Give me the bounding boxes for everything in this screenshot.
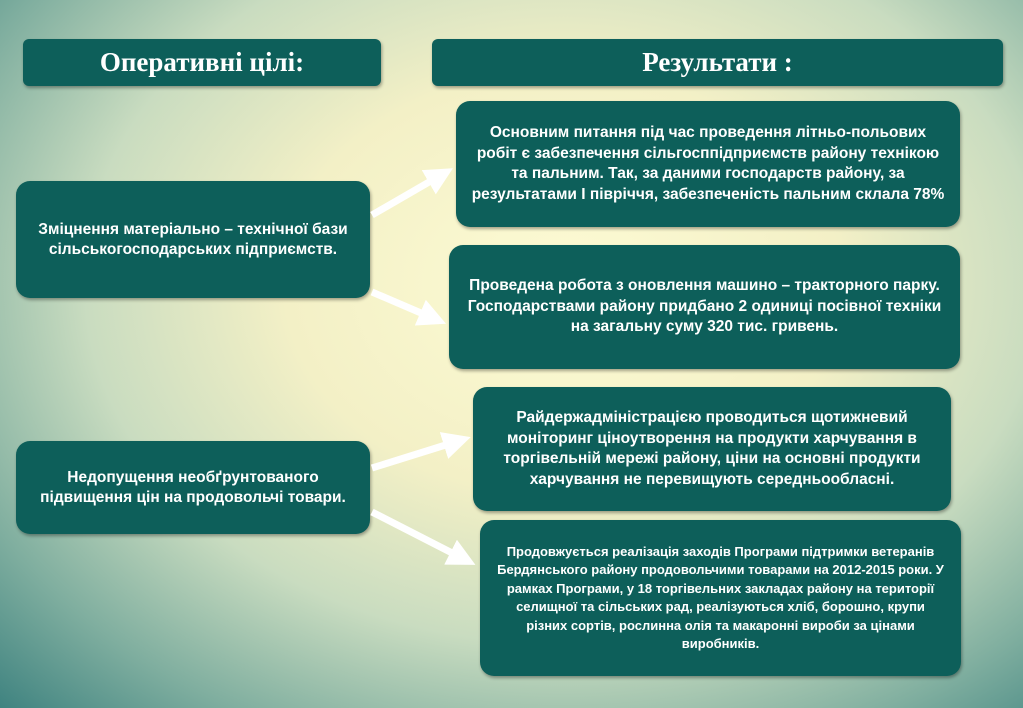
arrow-goal1-result2 <box>372 292 428 316</box>
result-2: Проведена робота з оновлення машино – тракторного парку. Господарствами району придбано 2 одиниці посівної техніки на загальну суму 320 тис. гривень. <box>449 245 960 369</box>
result-1: Основним питання під час проведення літньо-польових робіт є забезпечення сільгосппідприємств району технікою та пальним. Так, за даними господарств району, за результатами І півріччя, забезпеченість пальним склала 78% <box>456 101 960 227</box>
goal-2: Недопущення необґрунтованого підвищення цін на продовольчі товари. <box>16 441 370 534</box>
arrow-goal2-result3 <box>372 443 452 468</box>
goals-header: Оперативні цілі: <box>23 39 381 86</box>
arrow-goal2-result4 <box>372 512 458 556</box>
result-4: Продовжується реалізація заходів Програми підтримки ветеранів Бердянського району продовольчими товарами на 2012-2015 роки. У рамках Програми, у 18 торгівельних закладах району на території селищної та сільських рад, реалізуються хліб, борошно, крупи різних сортів, рослинна олія та макаронні вироби за цінами виробників. <box>480 520 961 676</box>
results-header: Результати : <box>432 39 1003 86</box>
result-3: Райдержадміністрацією проводиться щотижневий моніторинг ціноутворення на продукти харчування в торгівельній мережі району, ціни на основні продукти харчування не перевищують середньообласні. <box>473 387 951 511</box>
arrow-goal1-result1 <box>372 178 436 215</box>
goal-1: Зміцнення матеріально – технічної бази сільськогосподарських підприємств. <box>16 181 370 298</box>
